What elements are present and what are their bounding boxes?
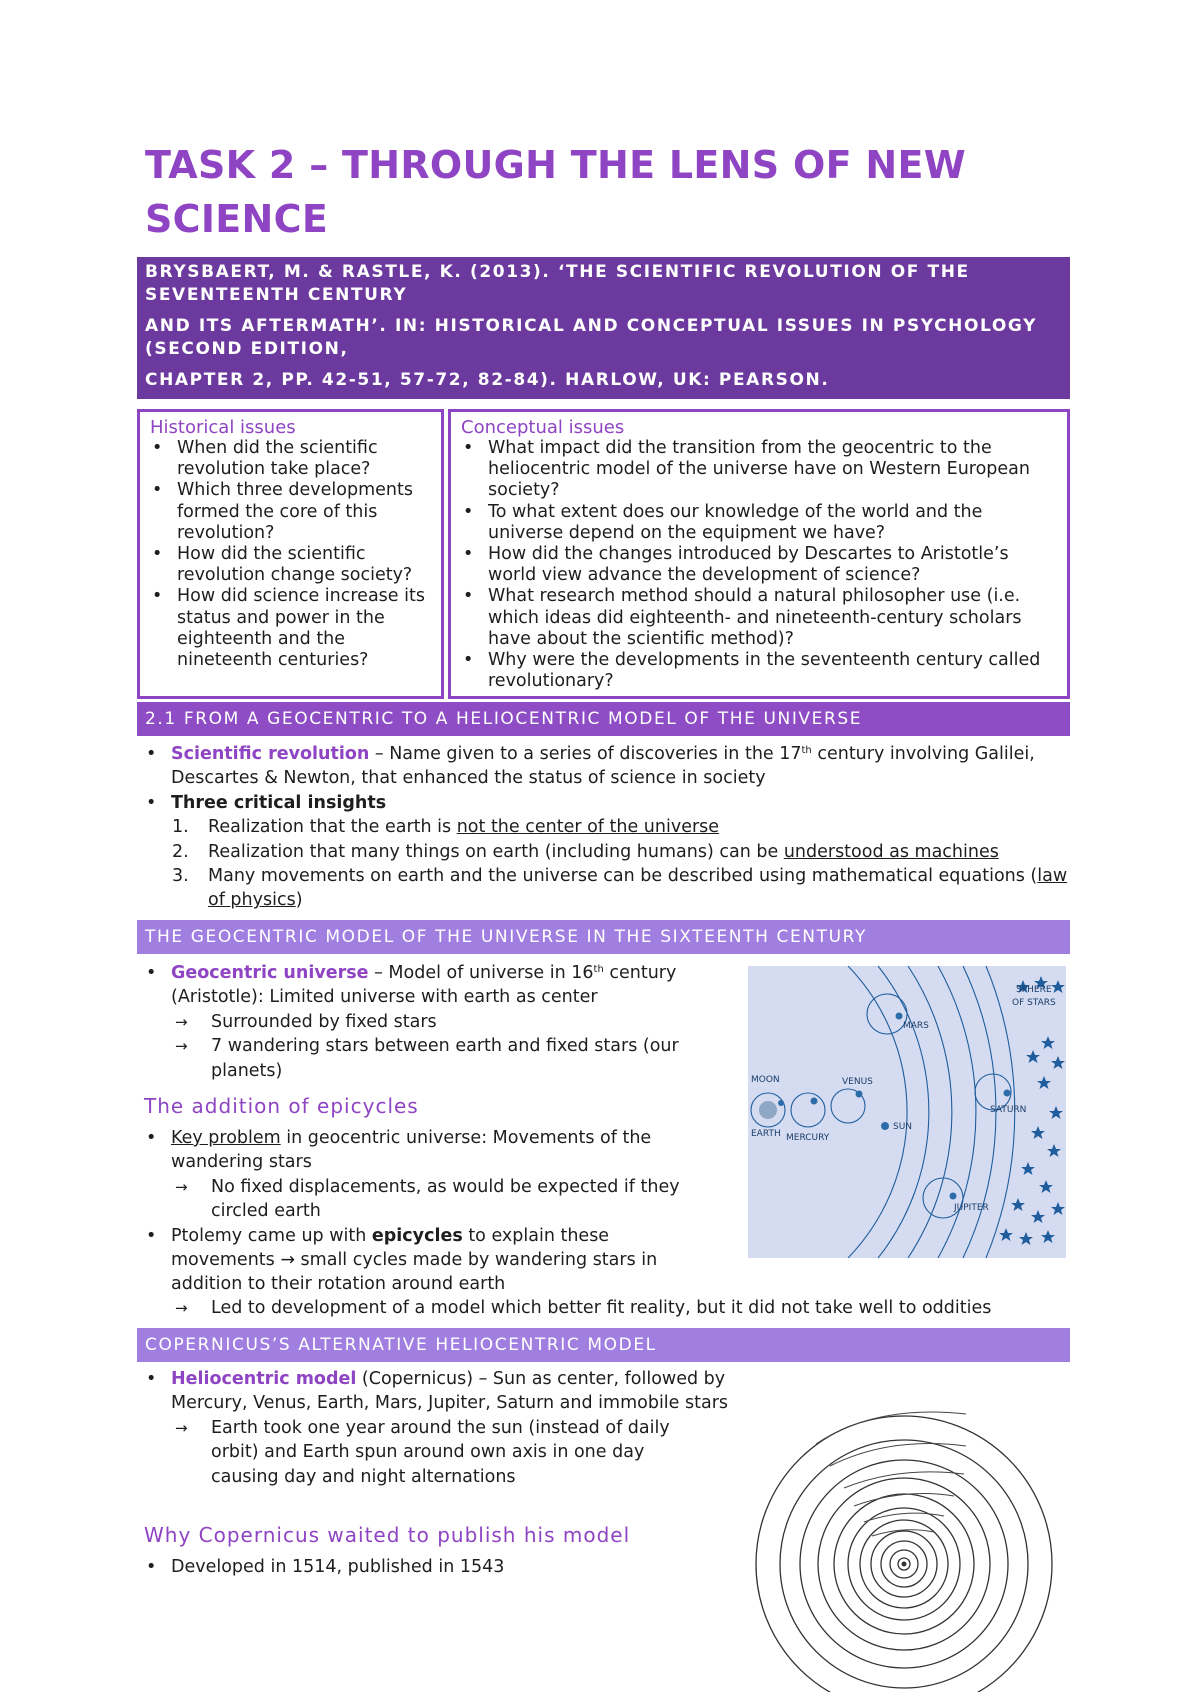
term: Scientific revolution	[171, 744, 370, 764]
list-item	[144, 791, 1070, 815]
list-item: • What research method should a natural philosopher use (i.e. which ideas did eighteenth- and nineteenth-century scholars have about the scientific method)?	[461, 586, 1057, 650]
text: to explain these movements → small cycles made by wandering stars in addition to their rotation around earth	[171, 1225, 658, 1295]
section-body	[145, 742, 1070, 913]
diagram-label: SUN	[893, 1122, 913, 1132]
term: epicycles	[371, 1225, 463, 1246]
text: )	[295, 890, 303, 911]
diagram-label: OF STARS	[1012, 998, 1056, 1008]
list-item: • How did science increase its status and power in the eighteenth and the nineteenth centuries?	[150, 586, 431, 671]
list-item	[144, 742, 1070, 791]
reference-line: BRYSBAERT, M. & RASTLE, K. (2013). ‘THE SCIENTIFIC REVOLUTION OF THE SEVENTEENTH CENTURY	[145, 262, 970, 305]
list-item: • How did the changes introduced by Descartes to Aristotle’s world view advance the development of science?	[461, 544, 1057, 586]
diagram-label: MERCURY	[786, 1133, 830, 1143]
list-item	[172, 840, 1070, 864]
list-item: • When did the scientific revolution take place?	[150, 438, 431, 480]
list-item	[172, 864, 1070, 913]
list-item: • To what extent does our knowledge of the world and the universe depend on the equipment we have?	[461, 502, 1057, 544]
text: century involving Galilei, Descartes & Newton, that enhanced the status of science in society	[171, 744, 1035, 789]
list-item: • How did the scientific revolution change society?	[150, 544, 431, 586]
text: Many movements on earth and the universe can be described using mathematical equations (	[208, 866, 1038, 887]
text: century (Aristotle): Limited universe with earth as center	[171, 963, 677, 1008]
underlined-text: law of physics	[208, 866, 1068, 911]
section-bar: COPERNICUS’S ALTERNATIVE HELIOCENTRIC MODEL	[137, 1328, 1070, 1362]
list-item	[144, 1224, 705, 1297]
superscript: th	[801, 745, 812, 756]
list-item	[172, 815, 1070, 839]
list-item: → Surrounded by fixed stars	[171, 1010, 705, 1034]
section-body	[145, 1296, 1070, 1320]
underlined-text: understood as machines	[783, 841, 999, 862]
list-item: → Led to development of a model which better fit reality, but it did not take well to oddities	[171, 1296, 1070, 1320]
number: 2.	[172, 841, 189, 862]
page-title: TASK 2 – THROUGH THE LENS OF NEW SCIENCE	[145, 143, 966, 241]
conceptual-issues-heading: Conceptual issues	[461, 417, 625, 438]
reference-box	[137, 257, 1070, 399]
diagram-label: VENUS	[842, 1077, 873, 1087]
superscript: th	[593, 964, 604, 975]
underlined-text: not the center of the universe	[456, 817, 720, 838]
number: 3.	[172, 866, 189, 887]
list-item	[144, 1367, 735, 1416]
text: – Name given to a series of discoveries in the 17	[369, 744, 802, 764]
text: – Model of universe in 16	[368, 963, 594, 983]
text: Realization that the earth is	[208, 817, 457, 838]
text: Realization that many things on earth (including humans) can be	[208, 841, 784, 862]
diagram-label: SPHERE	[1016, 985, 1052, 995]
list-item: → Earth took one year around the sun (instead of daily orbit) and Earth spun around own axis in one day causing day and night alternations	[171, 1416, 671, 1489]
historical-issues-heading: Historical issues	[150, 417, 296, 438]
underlined-text: Key problem	[171, 1128, 281, 1148]
reference-line: CHAPTER 2, PP. 42-51, 57-72, 82-84). HARLOW, UK: PEARSON.	[145, 370, 830, 390]
diagram-label: EARTH	[751, 1129, 781, 1139]
section-body	[145, 1555, 735, 1579]
text: in geocentric universe: Movements of the wandering stars	[171, 1128, 652, 1173]
diagram-label: SATURN	[990, 1105, 1027, 1115]
text: Ptolemy came up with	[171, 1225, 372, 1246]
term: Three critical insights	[171, 792, 387, 813]
diagram-label: JUPITER	[954, 1203, 989, 1213]
section-body	[145, 1126, 705, 1297]
list-item	[144, 1126, 705, 1175]
text: (Copernicus) – Sun as center, followed by Mercury, Venus, Earth, Mars, Jupiter, Saturn and immobile stars	[171, 1369, 729, 1414]
section-bar: 2.1 FROM A GEOCENTRIC TO A HELIOCENTRIC MODEL OF THE UNIVERSE	[137, 702, 1070, 736]
list-item: • Which three developments formed the core of this revolution?	[150, 480, 431, 544]
diagram-label: MARS	[903, 1021, 929, 1031]
section-bar: THE GEOCENTRIC MODEL OF THE UNIVERSE IN THE SIXTEENTH CENTURY	[137, 920, 1070, 954]
copernicus-diagram	[752, 1382, 1068, 1692]
diagram-label: MOON	[751, 1075, 780, 1085]
subheading: Why Copernicus waited to publish his model	[144, 1523, 631, 1547]
list-item: → No fixed displacements, as would be expected if they circled earth	[171, 1175, 705, 1224]
list-item: • Developed in 1514, published in 1543	[144, 1555, 735, 1579]
list-item: • What impact did the transition from the geocentric to the heliocentric model of the universe have on Western European society?	[461, 438, 1057, 502]
term: Geocentric universe	[171, 963, 369, 983]
subheading: The addition of epicycles	[144, 1094, 419, 1118]
geocentric-diagram	[748, 966, 1066, 1258]
section-body	[145, 961, 705, 1083]
list-item: → 7 wandering stars between earth and fixed stars (our planets)	[171, 1034, 705, 1083]
historical-issues-box	[137, 409, 444, 699]
reference-line: AND ITS AFTERMATH’. IN: HISTORICAL AND CONCEPTUAL ISSUES IN PSYCHOLOGY (SECOND EDITION,	[145, 316, 1038, 359]
section-body	[145, 1367, 735, 1489]
list-item: • Why were the developments in the seventeenth century called revolutionary?	[461, 650, 1057, 692]
conceptual-issues-box	[448, 409, 1070, 699]
term: Heliocentric model	[171, 1369, 357, 1389]
list-item	[144, 961, 705, 1010]
number: 1.	[172, 817, 189, 838]
